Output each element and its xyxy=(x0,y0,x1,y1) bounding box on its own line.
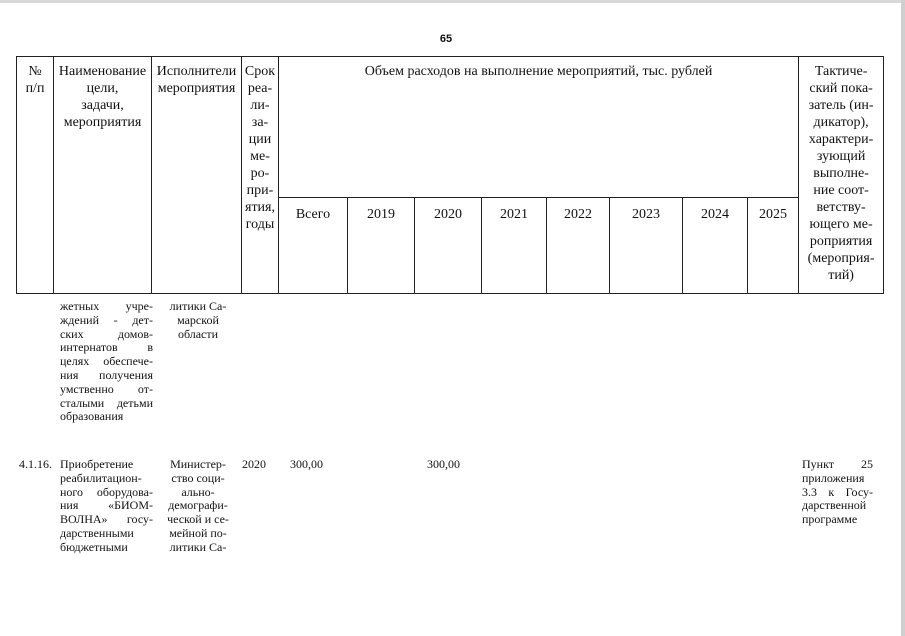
header-year-2020: 2020 xyxy=(415,198,482,294)
header-name: Наименование цели, задачи, мероприятия xyxy=(54,57,152,294)
header-year-2022: 2022 xyxy=(547,198,610,294)
header-year-2025: 2025 xyxy=(748,198,799,294)
scan-edge-right xyxy=(901,0,905,636)
row-4-1-16-term: 2020 xyxy=(242,457,266,471)
header-term: Срок реа- ли- за- ции ме- ро- при- ятия, годы xyxy=(242,57,279,294)
row-4-1-16-2020: 300,00 xyxy=(427,457,460,471)
row-4-1-16-total: 300,00 xyxy=(290,457,323,471)
row-4-1-16-indicator: Пункт 25 приложения 3.3 к Госу- дарственной программе xyxy=(802,457,873,527)
header-year-2024: 2024 xyxy=(683,198,748,294)
row-4-1-16-number: 4.1.16. xyxy=(19,457,52,471)
header-number: № п/п xyxy=(17,57,54,294)
scan-edge-top xyxy=(0,0,905,3)
header-expenses: Объем расходов на выполнение мероприятий, тыс. рублей xyxy=(279,57,799,198)
page-number: 65 xyxy=(439,33,453,45)
header-year-total: Всего xyxy=(279,198,348,294)
header-year-2021: 2021 xyxy=(482,198,547,294)
header-year-2023: 2023 xyxy=(610,198,683,294)
header-year-2019: 2019 xyxy=(348,198,415,294)
table-header xyxy=(16,56,884,294)
header-executors: Исполнители мероприятия xyxy=(152,57,242,294)
header-indicator: Тактиче- ский пока- затель (ин- дикатор), характери- зующий выполне- ние соот- ветству- ющего ме- роприятия (мероприя- тий) xyxy=(799,57,884,294)
continuation-executor: литики Са- марской области xyxy=(169,299,227,341)
row-4-1-16-executor: Министер- ство соци- ально- демографи- ческой и се- мейной по- литики Са- xyxy=(167,457,229,554)
continuation-name: жетных учре- ждений - дет- ских домов- интернатов в целях обеспече- ния получения умственно от- сталыми детьми образования xyxy=(60,299,153,424)
row-4-1-16-name: Приобретение реабилитацион- ного оборудова- ния «БИОМ- ВОЛНА» госу- дарственными бюджетными xyxy=(60,457,153,554)
